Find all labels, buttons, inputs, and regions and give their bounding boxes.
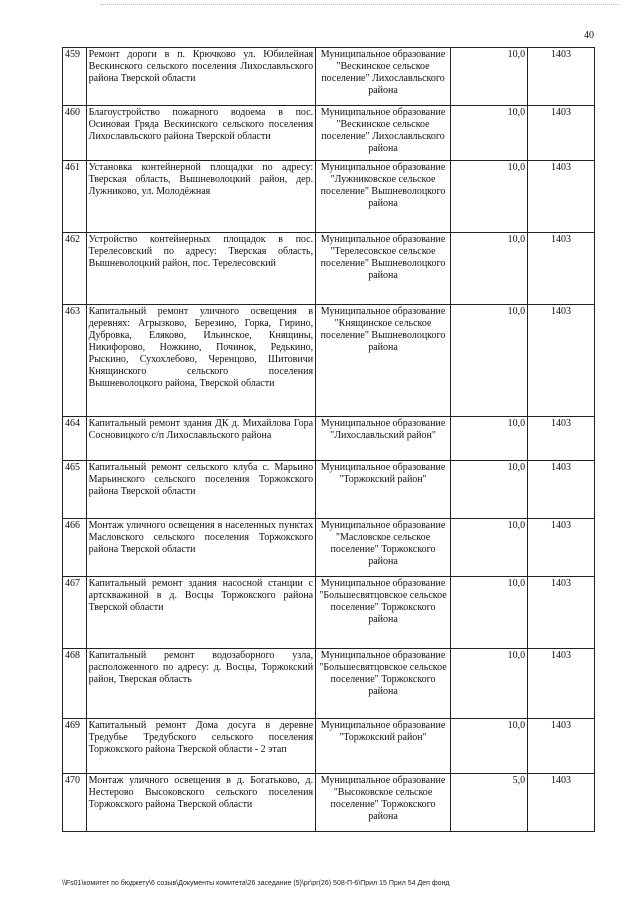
- row-organization: Муниципальное образование "Княщинское сельское поселение" Вышневолоцкого района: [316, 305, 451, 417]
- row-amount: 10,0: [450, 461, 527, 519]
- footer-file-path: \\Fs01\комитет по бюджету\6 созыв\Документы комитета\26 заседание (5)\рг\рг(26) 508-П-6\Прил 15 Прил 54 Деп фонд: [62, 880, 450, 887]
- row-amount: 10,0: [450, 519, 527, 577]
- row-organization: Муниципальное образование "Большесвятцовское сельское поселение" Торжокского района: [316, 649, 451, 719]
- table-row: [63, 519, 595, 577]
- row-amount: 10,0: [450, 305, 527, 417]
- row-organization: Муниципальное образование "Лужниковское сельское поселение" Вышневолоцкого района: [316, 161, 451, 233]
- row-number: 468: [63, 649, 87, 719]
- row-description: Монтаж уличного освещения в населенных пунктах Масловского сельского поселения Торжокского района Тверской области: [86, 519, 315, 577]
- table-row: [63, 461, 595, 519]
- row-amount: 10,0: [450, 649, 527, 719]
- table-row: [63, 417, 595, 461]
- row-description: Монтаж уличного освещения в д. Богатьково, д. Нестерово Высоковского сельского поселения Торжокского района Тверской области: [86, 774, 315, 832]
- page-number: 40: [584, 30, 594, 41]
- row-description: Капитальный ремонт Дома досуга в деревне Тредубье Тредубского сельского поселения Торжокского района Тверской области - 2 этап: [86, 719, 315, 774]
- row-number: 470: [63, 774, 87, 832]
- row-amount: 10,0: [450, 417, 527, 461]
- row-number: 465: [63, 461, 87, 519]
- row-description: Капитальный ремонт уличного освещения в деревнях: Агрызково, Березино, Горка, Гирино, Дубровка, Еляково, Ильинское, Княщины, Никифорово, Ножкино, Починок, Редькино, Рыскино, Сухохлебово, Черенцово, Шитовичи Княщинского сельского поселения Вышневолоцкого района, Тверской области: [86, 305, 315, 417]
- row-code: 1403: [528, 461, 595, 519]
- row-description: Капитальный ремонт сельского клуба с. Марьино Марьинского сельского поселения Торжокского района Тверской области: [86, 461, 315, 519]
- row-number: 462: [63, 233, 87, 305]
- table-row: [63, 233, 595, 305]
- row-number: 460: [63, 106, 87, 161]
- row-number: 467: [63, 577, 87, 649]
- row-organization: Муниципальное образование "Масловское сельское поселение" Торжокского района: [316, 519, 451, 577]
- row-amount: 10,0: [450, 719, 527, 774]
- row-code: 1403: [528, 719, 595, 774]
- row-amount: 10,0: [450, 161, 527, 233]
- row-code: 1403: [528, 774, 595, 832]
- row-organization: Муниципальное образование "Высоковское сельское поселение" Торжокского района: [316, 774, 451, 832]
- row-amount: 5,0: [450, 774, 527, 832]
- row-description: Благоустройство пожарного водоема в пос. Осиновая Гряда Вескинского сельского поселения Лихославльского района Тверской области: [86, 106, 315, 161]
- table-body: [63, 48, 595, 832]
- table-row: [63, 305, 595, 417]
- scan-artifact-line: [100, 4, 620, 7]
- row-description: Капитальный ремонт водозаборного узла, расположенного по адресу: д. Восцы, Торжокский район, Тверская область: [86, 649, 315, 719]
- row-number: 464: [63, 417, 87, 461]
- row-description: Устройство контейнерных площадок в пос. Терелесовский по адресу: Тверская область, Вышневолоцкий район, пос. Терелесовский: [86, 233, 315, 305]
- row-organization: Муниципальное образование "Вескинское сельское поселение" Лихославльского района: [316, 48, 451, 106]
- row-number: 459: [63, 48, 87, 106]
- row-organization: Муниципальное образование "Торжокский район": [316, 461, 451, 519]
- row-description: Капитальный ремонт здания ДК д. Михайлова Гора Сосновицкого с/п Лихославльского района: [86, 417, 315, 461]
- row-organization: Муниципальное образование "Лихославльский район": [316, 417, 451, 461]
- row-amount: 10,0: [450, 106, 527, 161]
- table-row: [63, 649, 595, 719]
- row-amount: 10,0: [450, 233, 527, 305]
- row-number: 463: [63, 305, 87, 417]
- row-code: 1403: [528, 233, 595, 305]
- table-row: [63, 48, 595, 106]
- row-organization: Муниципальное образование "Торжокский район": [316, 719, 451, 774]
- table-row: [63, 774, 595, 832]
- row-organization: Муниципальное образование "Большесвятцовское сельское поселение" Торжокского района: [316, 577, 451, 649]
- row-code: 1403: [528, 48, 595, 106]
- table-row: [63, 106, 595, 161]
- row-code: 1403: [528, 417, 595, 461]
- row-code: 1403: [528, 106, 595, 161]
- row-code: 1403: [528, 305, 595, 417]
- row-code: 1403: [528, 649, 595, 719]
- row-description: Установка контейнерной площадки по адресу: Тверская область, Вышневолоцкий район, дер. Лужниково, ул. Молодёжная: [86, 161, 315, 233]
- row-code: 1403: [528, 519, 595, 577]
- row-number: 469: [63, 719, 87, 774]
- row-amount: 10,0: [450, 48, 527, 106]
- row-organization: Муниципальное образование "Терелесовское сельское поселение" Вышневолоцкого района: [316, 233, 451, 305]
- row-number: 466: [63, 519, 87, 577]
- row-code: 1403: [528, 161, 595, 233]
- table-row: [63, 577, 595, 649]
- funding-table: [62, 47, 595, 832]
- table-row: [63, 719, 595, 774]
- row-number: 461: [63, 161, 87, 233]
- row-description: Ремонт дороги в п. Крючково ул. Юбилейная Вескинского сельского поселения Лихославльского района Тверской области: [86, 48, 315, 106]
- row-description: Капитальный ремонт здания насосной станции с артскважиной в д. Восцы Торжокского района Тверской области: [86, 577, 315, 649]
- row-code: 1403: [528, 577, 595, 649]
- table-row: [63, 161, 595, 233]
- row-organization: Муниципальное образование "Вескинское сельское поселение" Лихославльского района: [316, 106, 451, 161]
- row-amount: 10,0: [450, 577, 527, 649]
